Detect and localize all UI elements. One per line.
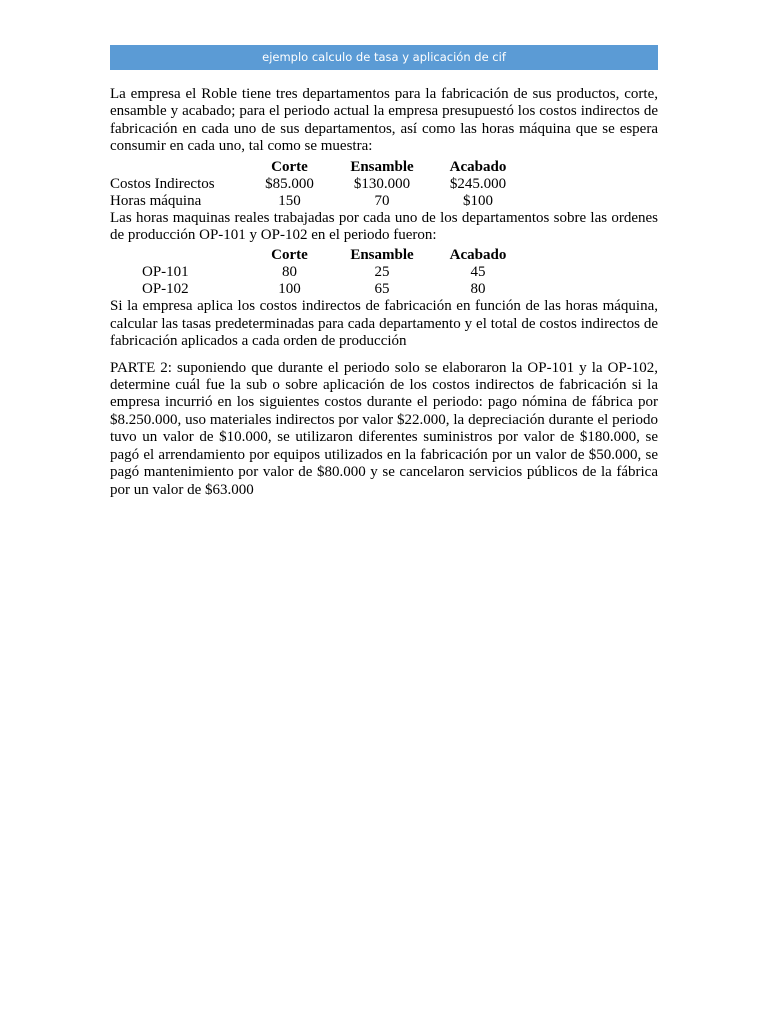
document-page <box>110 45 658 499</box>
table-row <box>110 176 530 193</box>
cell-value: 65 <box>374 281 390 298</box>
row-label: Costos Indirectos <box>110 175 215 192</box>
cell-value: 45 <box>470 264 486 281</box>
table-row <box>110 281 530 298</box>
budget-table <box>110 159 530 210</box>
instructions-paragraph: Si la empresa aplica los costos indirectos de fabricación en función de las horas máquina, calcular las tasas predeterminadas para cada departamento y el total de costos indirectos de fabricación aplicados a cada orden de producción <box>110 298 658 350</box>
header-cell-ensamble: Ensamble <box>350 158 414 175</box>
table-row <box>110 193 530 210</box>
header-cell-ensamble: Ensamble <box>350 247 414 264</box>
header-cell-acabado: Acabado <box>449 158 507 175</box>
cell-value: $130.000 <box>353 175 411 192</box>
header-cell-corte: Corte <box>271 247 308 264</box>
cell-value: 100 <box>278 281 301 298</box>
row-label: OP-102 <box>142 281 189 298</box>
actual-hours-paragraph: Las horas maquinas reales trabajadas por cada uno de los departamentos sobre las ordenes de producción OP-101 y OP-102 en el periodo fueron: <box>110 209 658 244</box>
cell-value: $85.000 <box>265 175 314 192</box>
header-cell-corte: Corte <box>271 158 308 175</box>
cell-value: $245.000 <box>449 175 507 192</box>
cell-value: 150 <box>278 192 301 209</box>
budget-table-header <box>110 159 530 176</box>
actual-hours-table-header <box>110 247 530 264</box>
cell-value: 70 <box>374 192 390 209</box>
header-cell-blank <box>110 159 241 176</box>
part2-paragraph: PARTE 2: suponiendo que durante el periodo solo se elaboraron la OP-101 y la OP-102, determine cuál fue la sub o sobre aplicación de los costos indirectos de fabricación si la empresa incurrió en los siguientes costos durante el periodo: pago nómina de fábrica por $8.250.000, uso materiales indirectos por valor $22.000, la depreciación durante el periodo tuvo un valor de $10.000, se utilizaron diferentes suministros por valor de $180.000, se pagó el arrendamiento por equipos utilizados en la fabricación por un valor de $50.000, se pagó mantenimiento por valor de $80.000 y se cancelaron servicios públicos de la fábrica por un valor de $63.000 <box>110 359 658 498</box>
cell-value: 80 <box>282 264 297 281</box>
actual-hours-table <box>110 247 530 298</box>
intro-paragraph: La empresa el Roble tiene tres departamentos para la fabricación de sus productos, corte, ensamble y acabado; para el periodo actual la empresa presupuestó los costos indirectos de fabricación en cada uno de sus departamentos, así como las horas máquina que se espera consumir en cada uno, tal como se muestra: <box>110 86 658 155</box>
document-title: ejemplo calculo de tasa y aplicación de cif <box>110 45 658 70</box>
row-label: Horas máquina <box>110 192 202 209</box>
table-row <box>110 264 530 281</box>
header-cell-blank <box>110 247 241 264</box>
header-cell-acabado: Acabado <box>449 247 507 264</box>
cell-value: $100 <box>463 192 493 209</box>
row-label: OP-101 <box>142 264 189 281</box>
cell-value: 25 <box>374 264 390 281</box>
cell-value: 80 <box>470 281 486 298</box>
